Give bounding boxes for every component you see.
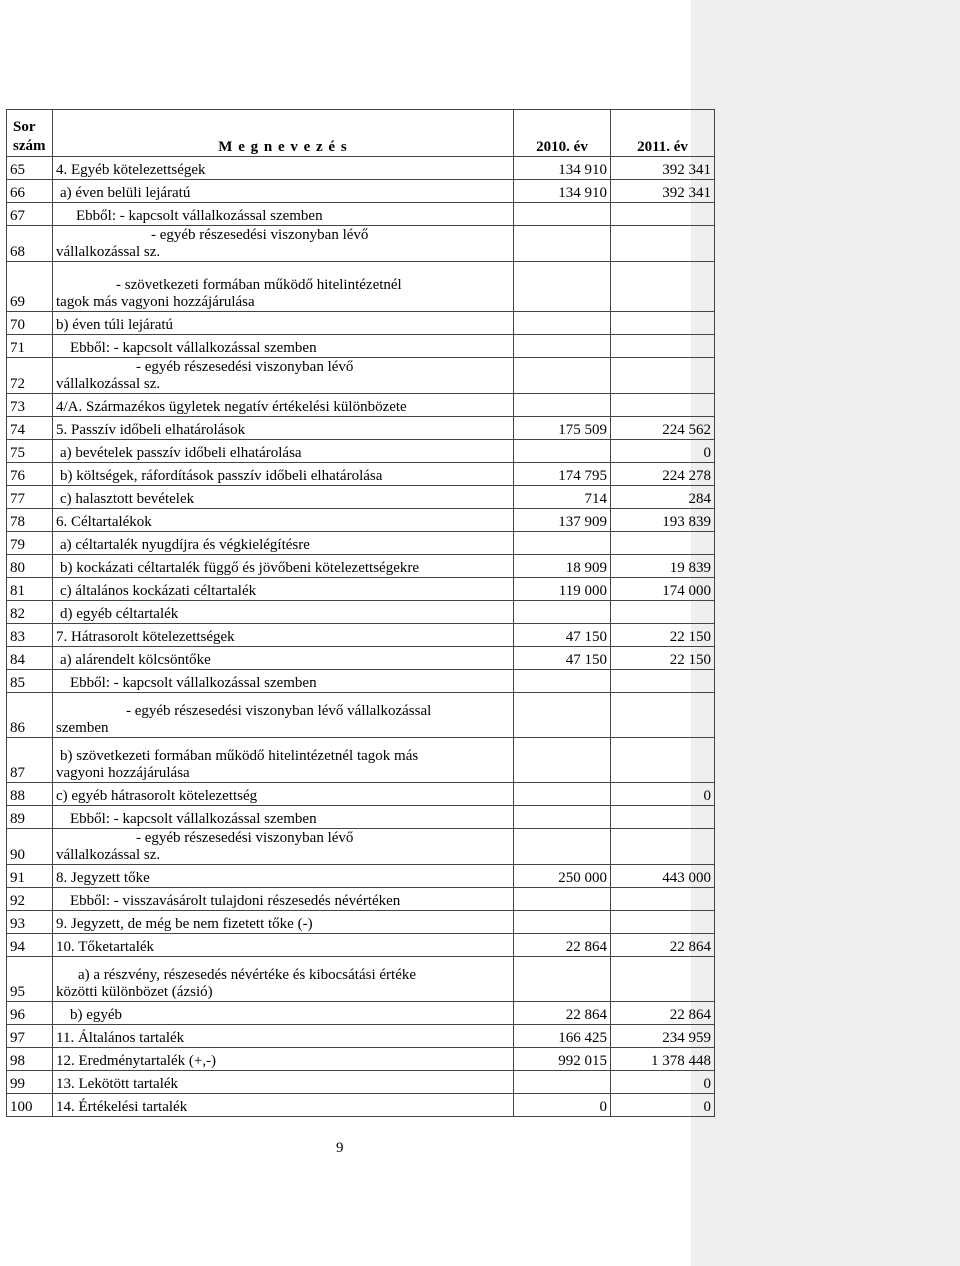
value-2011 [611,532,715,555]
value-2011: 224 562 [611,417,715,440]
row-label: 12. Eredménytartalék (+,-) [56,1053,217,1069]
value-2010 [514,738,611,783]
row-label-cell [53,624,514,647]
header-year-2011: 2011. év [611,110,715,157]
row-label-cell [53,783,514,806]
row-number: 65 [7,157,53,180]
table-row [7,417,715,440]
row-number: 73 [7,394,53,417]
row-number: 100 [7,1094,53,1117]
row-label: 10. Tőketartalék [56,939,155,955]
value-2010 [514,1071,611,1094]
table-row [7,335,715,358]
table-row [7,783,715,806]
row-number: 76 [7,463,53,486]
value-2010 [514,394,611,417]
row-label-cell [53,312,514,335]
row-number: 97 [7,1025,53,1048]
table-row [7,829,715,865]
row-label-cell [53,417,514,440]
row-label-cell [53,440,514,463]
value-2010: 22 864 [514,934,611,957]
value-2010: 47 150 [514,624,611,647]
row-label-cell [53,888,514,911]
row-label-cell [53,180,514,203]
header-name: M e g n e v e z é s [53,110,514,157]
table-row [7,1025,715,1048]
value-2010: 18 909 [514,555,611,578]
table-row [7,157,715,180]
value-2011: 19 839 [611,555,715,578]
value-2011: 443 000 [611,865,715,888]
row-number: 69 [7,262,53,312]
table-row [7,312,715,335]
row-number: 77 [7,486,53,509]
value-2011 [611,262,715,312]
table-row [7,203,715,226]
value-2010 [514,203,611,226]
row-label-continuation: vállalkozással sz. [56,376,161,392]
row-label-continuation: szemben [56,720,109,736]
value-2010 [514,829,611,865]
row-label-cell [53,693,514,738]
row-label-cell [53,394,514,417]
row-label: b) kockázati céltartalék függő és jövőbeni kötelezettségekre [60,560,420,576]
table-row [7,358,715,394]
table-row [7,440,715,463]
row-number: 90 [7,829,53,865]
table-header-row [7,110,715,157]
value-2011 [611,394,715,417]
value-2010: 175 509 [514,417,611,440]
row-label: a) alárendelt kölcsöntőke [60,652,211,668]
row-label-cell [53,335,514,358]
row-label: 13. Lekötött tartalék [56,1076,179,1092]
row-number: 71 [7,335,53,358]
value-2011: 284 [611,486,715,509]
value-2010 [514,783,611,806]
table-row [7,601,715,624]
table-row [7,888,715,911]
table-row [7,670,715,693]
value-2011: 174 000 [611,578,715,601]
row-label-cell [53,463,514,486]
row-number: 78 [7,509,53,532]
value-2011: 193 839 [611,509,715,532]
row-label-continuation: vagyoni hozzájárulása [56,765,190,781]
row-label: d) egyéb céltartalék [60,606,179,622]
value-2010 [514,888,611,911]
row-label-cell [53,358,514,394]
value-2010: 714 [514,486,611,509]
value-2011 [611,335,715,358]
row-number: 81 [7,578,53,601]
row-label-cell [53,601,514,624]
value-2011 [611,358,715,394]
row-label-cell [53,1094,514,1117]
row-label: 5. Passzív időbeli elhatárolások [56,422,246,438]
row-label-cell [53,157,514,180]
table-row [7,806,715,829]
value-2010 [514,440,611,463]
table-row [7,957,715,1002]
row-number: 91 [7,865,53,888]
row-number: 86 [7,693,53,738]
row-number: 87 [7,738,53,783]
value-2010 [514,911,611,934]
value-2011: 0 [611,440,715,463]
row-label: 9. Jegyzett, de még be nem fizetett tőke (-) [56,916,313,932]
value-2011 [611,888,715,911]
value-2010: 134 910 [514,180,611,203]
row-label-cell [53,1048,514,1071]
value-2011 [611,693,715,738]
row-number: 84 [7,647,53,670]
row-label: - szövetkezeti formában működő hitelintézetnél [116,277,402,293]
row-label: 4. Egyéb kötelezettségek [56,162,206,178]
table-row [7,911,715,934]
page-number: 9 [336,1140,344,1156]
header-year-2010: 2010. év [514,110,611,157]
row-label-cell [53,911,514,934]
row-number: 82 [7,601,53,624]
value-2010 [514,693,611,738]
row-label-cell [53,670,514,693]
row-label-continuation: tagok más vagyoni hozzájárulása [56,294,255,310]
table-row [7,1071,715,1094]
row-label-continuation: közötti különbözet (ázsió) [56,984,213,1000]
balance-sheet-table [6,109,715,1117]
table-row [7,226,715,262]
row-label-cell [53,647,514,670]
value-2011 [611,957,715,1002]
row-label: a) éven belüli lejáratú [60,185,191,201]
table-row [7,647,715,670]
row-label-cell [53,578,514,601]
value-2011: 22 864 [611,934,715,957]
row-label: b) szövetkezeti formában működő hitelintézetnél tagok más [60,748,419,764]
table-row [7,578,715,601]
value-2010 [514,226,611,262]
row-number: 98 [7,1048,53,1071]
row-label-cell [53,262,514,312]
value-2011: 22 150 [611,647,715,670]
row-label: b) egyéb [70,1007,123,1023]
value-2011: 392 341 [611,180,715,203]
value-2011: 0 [611,783,715,806]
row-number: 96 [7,1002,53,1025]
value-2010: 166 425 [514,1025,611,1048]
row-number: 92 [7,888,53,911]
row-label-cell [53,934,514,957]
table-body [7,157,715,1117]
value-2010: 174 795 [514,463,611,486]
table-row [7,509,715,532]
row-label-cell [53,226,514,262]
row-label: 14. Értékelési tartalék [56,1099,188,1115]
row-label-cell [53,865,514,888]
value-2010 [514,601,611,624]
row-number: 93 [7,911,53,934]
table-row [7,865,715,888]
row-label-cell [53,486,514,509]
row-number: 70 [7,312,53,335]
row-label: - egyéb részesedési viszonyban lévő vállalkozással [126,703,432,719]
row-number: 79 [7,532,53,555]
row-number: 89 [7,806,53,829]
row-label: - egyéb részesedési viszonyban lévő [136,830,354,846]
row-label: 11. Általános tartalék [56,1030,185,1046]
value-2011 [611,226,715,262]
value-2010 [514,957,611,1002]
row-number: 74 [7,417,53,440]
value-2010: 134 910 [514,157,611,180]
row-number: 80 [7,555,53,578]
row-label-cell [53,806,514,829]
row-label: c) egyéb hátrasorolt kötelezettség [56,788,258,804]
row-label: a) bevételek passzív időbeli elhatárolása [60,445,302,461]
header-row-number: Sor szám [7,110,53,157]
row-label: 8. Jegyzett tőke [56,870,150,886]
row-number: 85 [7,670,53,693]
value-2010 [514,670,611,693]
row-number: 72 [7,358,53,394]
value-2011: 22 150 [611,624,715,647]
table-row [7,555,715,578]
row-number: 68 [7,226,53,262]
row-number: 95 [7,957,53,1002]
row-label: - egyéb részesedési viszonyban lévő [136,359,354,375]
row-label-cell [53,509,514,532]
row-number: 75 [7,440,53,463]
value-2010: 0 [514,1094,611,1117]
value-2010: 250 000 [514,865,611,888]
value-2010: 119 000 [514,578,611,601]
row-label-cell [53,957,514,1002]
row-number: 83 [7,624,53,647]
row-label: c) általános kockázati céltartalék [60,583,257,599]
row-label-cell [53,829,514,865]
row-label-cell [53,555,514,578]
value-2011 [611,601,715,624]
row-label: 4/A. Származékos ügyletek negatív értékelési különbözete [56,399,407,415]
row-number: 99 [7,1071,53,1094]
value-2011 [611,738,715,783]
value-2011: 392 341 [611,157,715,180]
value-2011 [611,312,715,335]
table-row [7,1094,715,1117]
row-label: Ebből: - visszavásárolt tulajdoni részesedés névértéken [70,893,401,909]
row-label: c) halasztott bevételek [60,491,195,507]
row-label-cell [53,532,514,555]
row-label: 6. Céltartalékok [56,514,152,530]
value-2010 [514,358,611,394]
table-row [7,394,715,417]
table-row [7,532,715,555]
value-2010 [514,806,611,829]
table-row [7,262,715,312]
table-row [7,624,715,647]
value-2010: 22 864 [514,1002,611,1025]
row-label-cell [53,738,514,783]
table-row [7,486,715,509]
row-number: 94 [7,934,53,957]
value-2010: 137 909 [514,509,611,532]
table-row [7,934,715,957]
row-label: a) a részvény, részesedés névértéke és kibocsátási értéke [78,967,417,983]
value-2011: 22 864 [611,1002,715,1025]
value-2011 [611,829,715,865]
value-2010 [514,335,611,358]
value-2011 [611,911,715,934]
value-2011 [611,806,715,829]
table-row [7,738,715,783]
row-label: a) céltartalék nyugdíjra és végkielégítésre [60,537,310,553]
table-row [7,463,715,486]
row-label: b) éven túli lejáratú [56,317,174,333]
row-label: Ebből: - kapcsolt vállalkozással szemben [76,208,323,224]
row-number: 66 [7,180,53,203]
table-row [7,693,715,738]
row-label-cell [53,1071,514,1094]
value-2010 [514,532,611,555]
value-2011: 0 [611,1071,715,1094]
table-row [7,180,715,203]
row-label: 7. Hátrasorolt kötelezettségek [56,629,235,645]
value-2011: 0 [611,1094,715,1117]
value-2011: 234 959 [611,1025,715,1048]
table-row [7,1048,715,1071]
value-2011 [611,203,715,226]
row-label: - egyéb részesedési viszonyban lévő [151,227,369,243]
row-label: b) költségek, ráfordítások passzív időbeli elhatárolása [60,468,383,484]
value-2010: 992 015 [514,1048,611,1071]
row-label-continuation: vállalkozással sz. [56,244,161,260]
value-2011: 1 378 448 [611,1048,715,1071]
row-label-cell [53,1002,514,1025]
table-row [7,1002,715,1025]
value-2011 [611,670,715,693]
row-label: Ebből: - kapcsolt vállalkozással szemben [70,340,317,356]
value-2010 [514,312,611,335]
row-label: Ebből: - kapcsolt vállalkozással szemben [70,675,317,691]
value-2011: 224 278 [611,463,715,486]
row-number: 67 [7,203,53,226]
row-label-cell [53,203,514,226]
row-label-continuation: vállalkozással sz. [56,847,161,863]
value-2010 [514,262,611,312]
value-2010: 47 150 [514,647,611,670]
row-number: 88 [7,783,53,806]
row-label: Ebből: - kapcsolt vállalkozással szemben [70,811,317,827]
row-label-cell [53,1025,514,1048]
